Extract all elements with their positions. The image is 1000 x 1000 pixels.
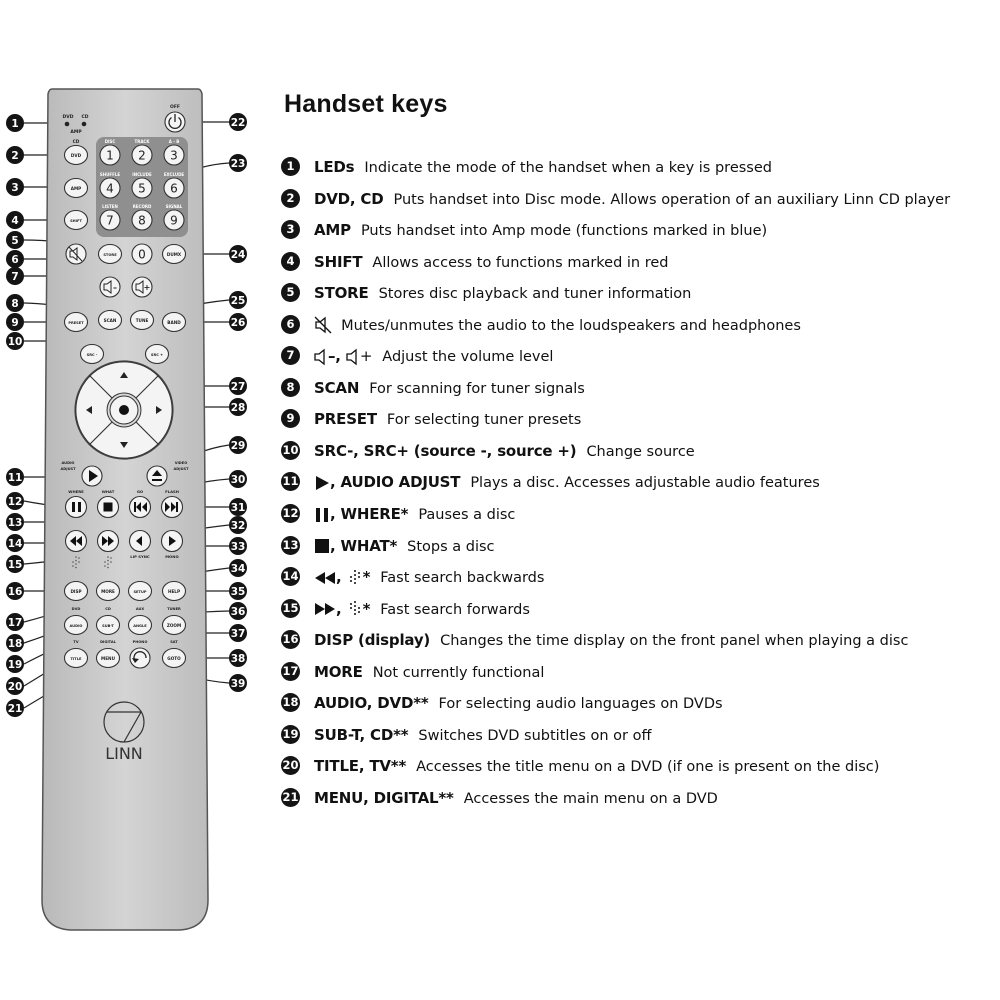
list-item [281,660,996,692]
key-description: For scanning for tuner signals [369,380,585,397]
speaker-icon [314,348,328,366]
flash-label: FLASH [165,489,179,494]
audio-adjust-label: AUDIO [61,461,75,465]
callout-number: 18 [7,638,23,650]
help-button-label: HELP [167,589,181,594]
list-item [281,376,996,408]
callout-badge [6,332,24,350]
previous-button[interactable] [130,497,151,518]
aux-sublabel: AUX [135,607,145,611]
item-number-badge: 8 [281,378,300,397]
shift-button[interactable] [65,211,88,230]
callout-badge [6,634,24,652]
dvd-sublabel: DVD [71,607,81,611]
more-button-label: MORE [101,589,115,594]
go-label: GO [136,489,144,494]
callout-number: 22 [230,117,246,129]
list-item [281,313,996,345]
item-number-badge: 11 [281,472,300,491]
key-description: Allows access to functions marked in red [372,254,669,271]
key-description: Changes the time display on the front panel when playing a disc [440,633,909,650]
digit-5-button[interactable] [132,178,152,198]
stop-icon [104,503,113,512]
callout-badge [6,294,24,312]
zoom-button-label: ZOOM [166,623,182,628]
key-description: Not currently functional [372,664,545,681]
key-description: Stores disc playback and tuner information [378,286,692,303]
volume-sign: – [113,283,117,292]
callout-number: 29 [230,440,246,452]
callout-badge [6,677,24,695]
callout-badge [6,114,24,132]
callout-number: 28 [230,402,246,414]
angle-button-label: ANGLE [133,624,147,628]
zoom-button[interactable] [163,616,186,635]
callout-badge [6,699,24,717]
list-item [281,344,996,376]
volume-down-button[interactable] [100,277,120,297]
key-description: Puts handset into Disc mode. Allows operation of an auxiliary Linn CD player [393,191,951,208]
key-term: SCAN [314,378,360,397]
callout-badge [229,559,247,577]
callout-badge [229,537,247,555]
key-description: Indicate the mode of the handset when a key is pressed [364,160,772,176]
list-item [281,439,996,471]
digit-label: 6 [170,181,178,196]
next-button[interactable] [162,497,183,518]
key-term: MENU, DIGITAL** [314,788,454,807]
callout-number: 19 [7,659,23,671]
callout-number: 27 [230,381,246,393]
key-term: LEDs [314,158,355,176]
callout-badge [6,534,24,552]
digit-0-button[interactable] [132,244,152,264]
keypad-sublabel: EXCLUDE [163,172,185,177]
digit-label: 1 [106,148,114,163]
sat-sublabel: SAT [170,640,178,644]
item-number-badge: 14 [281,567,300,586]
list-item [281,407,996,439]
callout-number: 34 [230,563,246,575]
mute-button[interactable] [66,244,86,264]
tv-sublabel: TV [73,640,79,644]
cd-sublabel: CD [105,607,111,611]
stop-icon [314,538,330,554]
handset-key-list [281,155,996,817]
key-description: Fast search backwards [380,570,545,587]
callout-badge [6,555,24,573]
digit-label: 7 [106,213,114,228]
audio-adjust-label: ADJUST [60,467,76,471]
key-term-separator: –, [328,347,341,366]
pause-button[interactable] [66,497,87,518]
key-term: , WHERE* [330,505,409,524]
callout-number: 30 [230,474,246,486]
list-item [281,155,996,187]
list-item [281,723,996,755]
rewind-icon [314,571,336,585]
callout-badge [6,211,24,229]
digit-label: 9 [170,213,178,228]
lip-sync-label: LIP SYNC [130,554,150,559]
scan-button-label: SCAN [103,318,117,323]
digit-6-button[interactable] [164,178,184,198]
callout-number: 17 [7,617,23,629]
disp-button[interactable] [65,582,88,601]
item-number-badge: 2 [281,189,300,208]
callout-number: 36 [230,606,246,618]
callout-badge [229,649,247,667]
callout-badge [6,492,24,510]
list-item [281,250,996,282]
subtitle-button-label: SUB-T [102,624,114,628]
key-term: , [336,599,342,618]
audio-button-label: AUDIO [69,624,83,628]
amp-button[interactable] [65,179,88,198]
list-item [281,281,996,313]
where-label: WHERE [68,489,84,494]
list-item [281,628,996,660]
callout-badge [229,674,247,692]
item-number-badge: 16 [281,630,300,649]
keypad-sublabel: RECORD [132,204,152,209]
eject-button[interactable] [147,466,167,486]
goto-button[interactable] [163,649,186,668]
setup-button[interactable] [129,582,152,601]
key-description: Accesses the main menu on a DVD [463,790,718,807]
callout-badge [6,313,24,331]
list-item [281,534,996,566]
keypad-sublabel: INCLUDE [132,172,152,177]
dvd-button-label: DVD [70,153,82,158]
speaker-icon [346,348,360,366]
key-term: SHIFT [314,252,363,271]
item-number-badge: 1 [281,157,300,176]
dotted-search-icon [347,569,363,587]
callout-number: 24 [230,249,246,261]
tune-button-label: TUNE [135,318,149,323]
callout-badge [6,250,24,268]
key-term: AMP [314,221,351,240]
play-button[interactable] [82,466,102,486]
callout-number: 14 [7,538,23,550]
mono-button[interactable] [162,531,183,552]
item-number-badge: 17 [281,662,300,681]
key-description: Plays a disc. Accesses adjustable audio features [470,475,820,492]
key-description: Pauses a disc [418,507,516,524]
store-button-label: STORE [103,253,117,257]
callout-number: 7 [11,271,19,283]
key-description: Adjust the volume level [382,349,554,366]
stop-button[interactable] [98,497,119,518]
callout-number: 31 [230,502,246,514]
digit-7-button[interactable] [100,210,120,230]
callout-number: 11 [7,472,23,484]
callout-badge [229,624,247,642]
item-number-badge: 6 [281,315,300,334]
callout-number: 37 [230,628,246,640]
key-term: AUDIO, DVD** [314,694,429,713]
item-number-badge: 10 [281,441,300,460]
callout-number: 13 [7,517,23,529]
key-term: SUB-T, CD** [314,725,409,744]
callout-badge [229,470,247,488]
key-term: , WHAT* [330,536,398,555]
band-button-label: BAND [167,320,181,325]
callout-badge [229,436,247,454]
callout-badge [229,516,247,534]
callout-badge [6,146,24,164]
key-description: For selecting audio languages on DVDs [438,696,723,713]
preset-button[interactable] [65,313,88,332]
callout-number: 3 [11,182,19,194]
enter-button[interactable] [110,396,138,424]
callout-badge [6,468,24,486]
disp-button-label: DISP [70,589,82,594]
menu-button-label: MENU [101,656,115,661]
key-term-separator: + [359,347,373,366]
callout-number: 23 [230,158,246,170]
callout-badge [229,154,247,172]
amp-button-label: AMP [70,186,82,191]
key-term: DISP (display) [314,631,431,650]
callout-number: 10 [7,336,23,348]
off-label: OFF [170,105,180,110]
tuner-sublabel: TUNER [167,607,181,611]
key-term: SRC-, SRC+ (source -, source +) [314,441,577,460]
callout-number: 16 [7,586,23,598]
key-term-suffix: * [362,599,371,618]
callout-number: 32 [230,520,246,532]
pause-icon [314,507,330,523]
dumx-button-label: DUMX [166,252,182,257]
item-number-badge: 12 [281,504,300,523]
callout-number: 1 [11,118,19,130]
key-description: For selecting tuner presets [386,412,582,429]
lip-sync-button[interactable] [130,531,151,552]
menu-button[interactable] [97,649,120,668]
callout-badge [229,398,247,416]
key-term: MORE [314,662,363,681]
callout-number: 25 [230,295,246,307]
key-description: Accesses the title menu on a DVD (if one is present on the disc) [416,759,880,776]
callout-number: 5 [11,235,19,247]
dumx-button[interactable] [163,245,186,264]
fast-forward-icon [314,602,336,616]
item-number-badge: 21 [281,788,300,807]
led-dvd-indicator [65,122,70,127]
callout-badge [229,498,247,516]
callout-number: 39 [230,678,246,690]
callout-badge [229,291,247,309]
setup-button-label: SETUP [133,590,147,594]
list-item [281,754,996,786]
dotted-search-icon [347,600,363,618]
keypad-sublabel: A - B [168,139,180,144]
mute-icon [314,316,332,334]
dvd-button[interactable] [65,146,88,165]
title-button[interactable] [65,649,88,668]
keypad-sublabel: DISC [104,139,116,144]
led-dvd-label: DVD [62,115,74,120]
callout-badge [229,113,247,131]
key-term: TITLE, TV** [314,757,407,776]
volume-up-button[interactable] [132,277,152,297]
callout-number: 8 [11,298,19,310]
digit-label: 0 [138,247,146,262]
keypad-sublabel: LISTEN [102,204,118,209]
src-minus-button[interactable] [81,345,104,364]
callout-number: 33 [230,541,246,553]
phono-sublabel: PHONO [132,640,148,644]
key-description: Mutes/unmutes the audio to the loudspeakers and headphones [341,317,801,334]
item-number-badge: 5 [281,283,300,302]
video-adjust-label: VIDEO [174,461,188,465]
item-number-badge: 20 [281,756,300,775]
callout-badge [6,267,24,285]
digit-label: 3 [170,148,178,163]
audio-button[interactable] [65,616,88,635]
callout-number: 38 [230,653,246,665]
store-button[interactable] [99,245,122,264]
callout-number: 26 [230,317,246,329]
mono-label: MONO [165,554,179,559]
callout-number: 15 [7,559,23,571]
band-button[interactable] [163,313,186,332]
rewind-button[interactable] [66,531,87,552]
preset-button-label: PRESET [68,321,84,325]
help-button[interactable] [163,582,186,601]
callout-badge [229,313,247,331]
callout-number: 12 [7,496,23,508]
callout-number: 9 [11,317,19,329]
callout-number: 21 [7,703,23,715]
digit-4-button[interactable] [100,178,120,198]
list-item [281,187,996,219]
what-label: WHAT [101,489,115,494]
led-cd-indicator [82,122,87,127]
scan-button[interactable] [99,311,122,330]
item-number-badge: 13 [281,536,300,555]
list-item [281,565,996,597]
key-term: DVD, CD [314,189,384,208]
video-adjust-label: ADJUST [173,467,189,471]
return-button[interactable] [130,648,150,668]
digit-8-button[interactable] [132,210,152,230]
callout-badge [6,178,24,196]
cd-label: CD [72,140,80,145]
digit-label: 4 [106,181,114,196]
key-description: Fast search forwards [380,601,530,618]
key-term-suffix: * [362,568,371,587]
list-item [281,786,996,818]
callout-badge [229,245,247,263]
item-number-badge: 3 [281,220,300,239]
key-term: , AUDIO ADJUST [330,473,461,492]
item-number-badge: 15 [281,599,300,618]
led-amp-label: AMP [70,130,82,135]
linn-wordmark: LINN [105,744,143,763]
callout-badge [6,231,24,249]
digit-3-button[interactable] [164,145,184,165]
title-button-label: TITLE [70,657,82,661]
digit-2-button[interactable] [132,145,152,165]
led-cd-label: CD [81,115,89,120]
tune-button[interactable] [131,311,154,330]
digit-label: 5 [138,181,146,196]
keypad-sublabel: SIGNAL [165,204,183,209]
list-item [281,691,996,723]
list-item [281,470,996,502]
list-item [281,218,996,250]
callout-badge [229,602,247,620]
keypad-sublabel: TRACK [134,139,150,144]
page-title: Handset keys [284,90,448,118]
callout-badge [229,582,247,600]
src-plus-button-label: SRC + [150,353,164,357]
key-term: PRESET [314,410,377,429]
item-number-badge: 19 [281,725,300,744]
item-number-badge: 4 [281,252,300,271]
callout-badge [6,613,24,631]
callout-number: 2 [11,150,19,162]
item-number-badge: 9 [281,409,300,428]
key-term: , [336,568,342,587]
keypad-sublabel: SHUFFLE [99,172,121,177]
callout-number: 4 [11,215,19,227]
item-number-badge: 18 [281,693,300,712]
callout-number: 35 [230,586,246,598]
list-item [281,597,996,629]
src-plus-button[interactable] [146,345,169,364]
callout-badge [6,513,24,531]
shift-button-label: SHIFT [70,219,82,223]
callout-badge [229,377,247,395]
callout-badge [6,655,24,673]
fast-forward-button[interactable] [98,531,119,552]
subtitle-button[interactable] [97,616,120,635]
callout-number: 6 [11,254,19,266]
digit-label: 2 [138,148,146,163]
item-number-badge: 7 [281,346,300,365]
callout-badge [6,582,24,600]
callout-number: 20 [7,681,23,693]
play-icon [314,475,330,491]
key-description: Switches DVD subtitles on or off [418,727,652,744]
key-description: Puts handset into Amp mode (functions marked in blue) [360,223,768,240]
digital-sublabel: DIGITAL [100,640,116,644]
key-description: Stops a disc [407,538,495,555]
digit-9-button[interactable] [164,210,184,230]
goto-button-label: GOTO [167,656,181,661]
power-button[interactable] [165,112,185,132]
key-description: Change source [586,443,695,460]
angle-button[interactable] [129,616,152,635]
volume-sign: + [143,283,151,292]
digit-label: 8 [138,213,146,228]
more-button[interactable] [97,582,120,601]
key-term: STORE [314,284,369,303]
list-item [281,502,996,534]
digit-1-button[interactable] [100,145,120,165]
src-minus-button-label: SRC - [86,353,98,357]
